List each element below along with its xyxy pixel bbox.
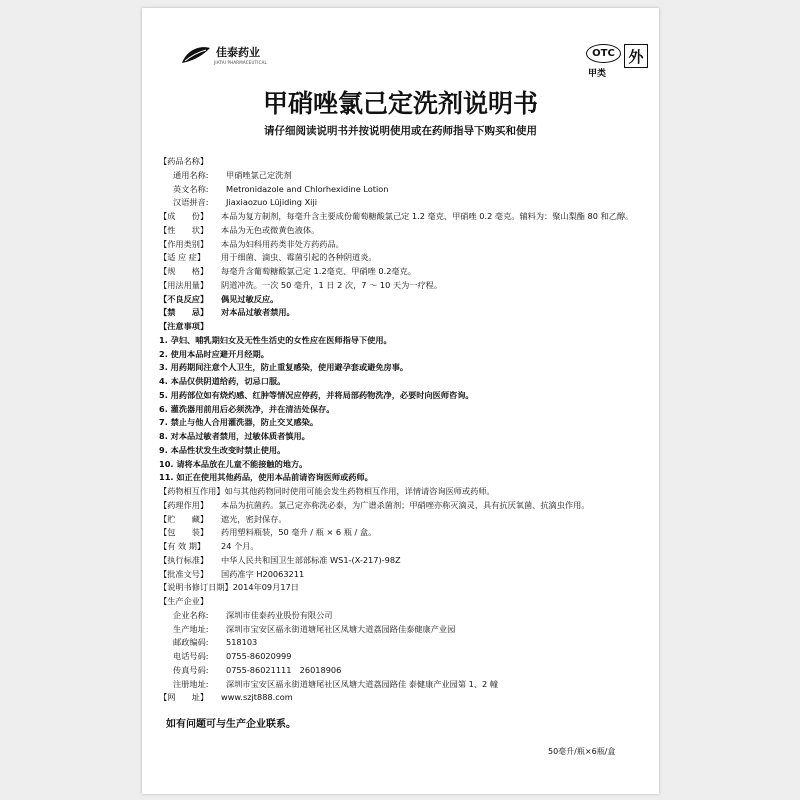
section-label: 【批准文号】 [159,568,209,579]
field-label: 传真号码: [173,664,209,675]
field-label: 英文名称: [173,183,209,194]
section-value: 中华人民共和国卫生部部标准 WS1-(X-217)-98Z [221,554,401,565]
section-label: 【包 装】 [159,527,209,538]
validity-row [159,540,641,554]
section-label: 【贮 藏】 [159,513,209,524]
brand-subtext: JIATAI PHARMACEUTICAL [214,60,267,65]
section-label: 【禁 忌】 [159,307,209,318]
section-label: 【作用类别】 [159,238,209,249]
section-label: 【不良反应】 [159,293,209,304]
page-subtitle: 请仔细阅读说明书并按说明使用或在药师指导下购买和使用 [264,125,537,137]
registered-address-row [159,678,641,692]
external-use-badge: 外 [624,44,648,68]
page-title: 甲硝唑氯己定洗剂说明书 [262,89,538,118]
section-value: 偶见过敏反应。 [221,293,279,304]
section-value: 如与其他药物同时使用可能会发生药物相互作用，详情请咨询医师或药师。 [224,486,495,496]
pack-size-note: 50毫升/瓶×6瓶/盒 [548,747,616,756]
packaging-row [159,526,641,540]
category-row [159,238,641,252]
precaution-item: 5. 用药部位如有烧灼感、红肿等情况应停药，并将局部药物洗净，必要时向医师咨询。 [159,389,474,400]
field-value: 深圳市宝安区福永街道塘尾社区凤塘大道荔园路佳 泰健康产业园第 1、2 幢 [226,678,499,689]
adverse-reactions-row [159,293,641,307]
section-value: 24 个月。 [221,541,259,551]
section-label: 【成 份】 [159,211,209,221]
precaution-item: 2. 使用本品时应避开月经期。 [159,348,269,359]
section-label: 【网 址】 [159,692,209,703]
phone-row [159,650,641,664]
section-value: 阴道冲洗。一次 50 毫升，1 日 2 次，7 ～ 10 天为一疗程。 [221,279,443,290]
section-value: 本品为妇科用药类非处方药药品。 [221,238,344,249]
section-value: 对本品过敏者禁用。 [221,307,295,318]
field-label: 注册地址: [173,678,209,689]
website-link[interactable]: www.szjt888.com [221,692,293,703]
field-value: 518103 [226,637,258,648]
otc-badge: OTC [586,44,621,63]
section-value: 2014年09月17日 [232,582,299,593]
section-value: 国药准字 H20063211 [221,568,305,579]
precaution-item: 11. 如正在使用其他药品，使用本品前请咨询医师或药师。 [159,472,373,483]
section-value: 用于细菌、滴虫、霉菌引起的各种阴道炎。 [221,252,377,263]
standard-row [159,554,641,568]
brand-logo [178,44,267,68]
section-value: 本品为抗菌药。氯己定亦称洗必泰，为广谱杀菌剂；甲硝唑亦称灭滴灵，具有抗厌氧菌、抗滴虫作用。 [221,499,590,510]
precaution-item: 9. 本品性状发生改变时禁止使用。 [159,444,286,455]
precaution-item: 3. 用药期间注意个人卫生，防止重复感染，使用避孕套或避免房事。 [159,362,409,373]
contact-note: 如有问题可与生产企业联系。 [166,719,296,730]
composition-row [159,210,641,224]
properties-row [159,224,641,238]
leaf-logo-icon [178,44,214,68]
interactions-row [159,485,641,499]
precaution-item: 8. 对本品过敏者禁用，过敏体质者慎用。 [159,431,310,441]
field-value: 0755-86021111 26018906 [226,664,342,675]
approval-row [159,568,641,582]
field-value: 0755-86020999 [226,651,292,661]
field-value: Metronidazole and Chlorhexidine Lotion [226,183,389,194]
section-label: 【执行标准】 [159,554,209,565]
field-label: 企业名称: [173,609,209,620]
field-value: 深圳市佳泰药业股份有限公司 [226,609,333,620]
precaution-item: 4. 本品仅供阴道给药，切忌口服。 [159,376,286,386]
production-address-row [159,623,641,637]
contraindications-row [159,306,641,320]
section-label: 【适 应 症】 [159,252,206,263]
common-name-row [159,169,641,183]
pinyin-name-row [159,196,641,210]
section-value: 药用塑料瓶装，50 毫升 / 瓶 × 6 瓶 / 盒。 [221,527,377,538]
company-name-row [159,609,641,623]
section-label: 【有 效 期】 [159,541,206,551]
section-label: 【用法用量】 [159,279,209,290]
precaution-item: 10. 请将本品放在儿童不能接触的地方。 [159,458,308,469]
otc-class-label: 甲类 [588,69,607,79]
revision-date-row [159,581,641,595]
drug-name-heading: 【药品名称】 [159,156,209,166]
section-label: 【药物相互作用】 [159,486,225,496]
field-label: 汉语拼音: [173,197,209,208]
field-value: Jiaxiaozuo Lüjiding Xiji [226,197,318,208]
section-label: 【说明书修订日期】 [159,582,233,593]
precautions-heading: 【注意事项】 [159,321,209,331]
leaflet-content [159,155,641,705]
field-value: 深圳市宝安区福永街道塘尾社区凤塘大道荔园路佳泰健康产业园 [226,623,456,634]
manufacturer-heading: 【生产企业】 [159,596,209,606]
english-name-row [159,183,641,197]
precaution-item: 7. 禁止与他人合用灌洗器，防止交叉感染。 [159,417,319,428]
field-label: 生产地址: [173,623,209,634]
website-row [159,691,641,705]
section-value: 每毫升含葡萄糖酸氯己定 1.2毫克、甲硝唑 0.2毫克。 [221,266,416,276]
indications-row [159,251,641,265]
section-value: 本品为复方制剂，每毫升含主要成份葡萄糖酸氯己定 1.2 毫克、甲硝唑 0.2 毫克。辅料为：聚山梨酯 80 和乙醇。 [221,211,634,221]
precautions-list [159,334,641,485]
dosage-row [159,279,641,293]
section-value: 本品为无色或微黄色液体。 [221,224,320,235]
specification-row [159,265,641,279]
field-label: 电话号码: [173,651,209,661]
brand-name: 佳泰药业 [216,46,260,59]
field-label: 通用名称: [173,169,209,180]
fax-row [159,664,641,678]
precaution-item: 6. 灌洗器用前用后必须洗净，并在清洁处保存。 [159,403,335,414]
section-value: 遮光，密封保存。 [221,513,287,524]
pharmacology-row [159,499,641,513]
section-label: 【药理作用】 [159,499,209,510]
field-value: 甲硝唑氯己定洗剂 [226,169,292,180]
field-label: 邮政编码: [173,637,209,648]
storage-row [159,513,641,527]
section-label: 【性 状】 [159,224,209,235]
section-label: 【规 格】 [159,266,209,276]
zip-code-row [159,636,641,650]
precaution-item: 1. 孕妇、哺乳期妇女及无性生活史的女性应在医师指导下使用。 [159,334,392,345]
